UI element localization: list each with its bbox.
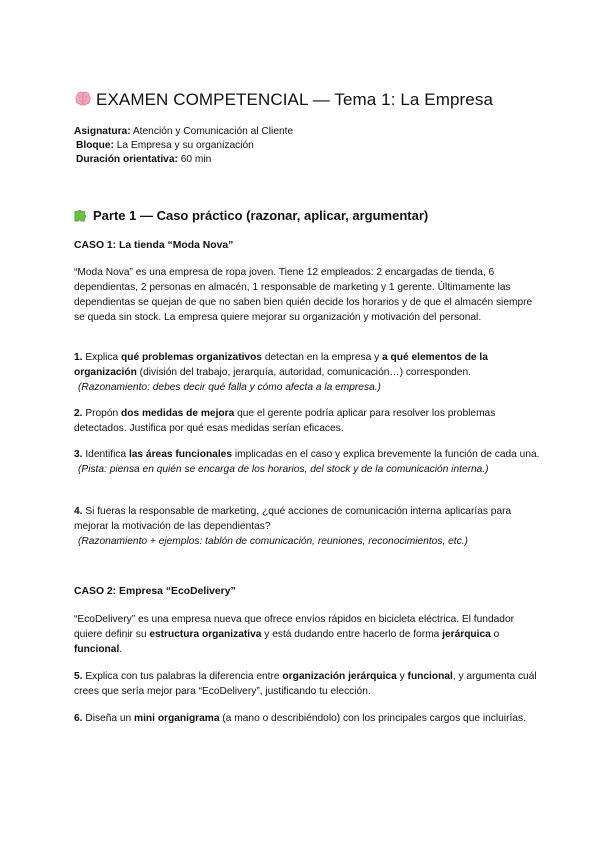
question-number: 1.	[74, 352, 83, 363]
question-3-hint: (Pista: piensa en quién se encarga de los horarios, del stock y de la comunicación interna.)	[78, 464, 489, 475]
brain-icon	[74, 90, 92, 108]
question-4	[74, 504, 544, 549]
q2-b1: dos medidas de mejora	[121, 408, 235, 419]
q4-t1: Si fueras la responsable de marketing, ¿qué acciones de comunicación interna aplicarías para mejorar la motivación de las dependientas?	[74, 506, 512, 532]
case2-title: CASO 2: Empresa “EcoDelivery”	[74, 586, 236, 597]
puzzle-icon	[74, 208, 88, 222]
question-6	[74, 711, 544, 726]
case2-intro	[74, 612, 544, 657]
c2-b1: estructura organizativa	[149, 629, 262, 640]
question-1-hint: (Razonamiento: debes decir qué falla y cómo afecta a la empresa.)	[78, 382, 381, 393]
q1-b1: qué problemas organizativos	[121, 352, 262, 363]
question-4-hint: (Razonamiento + ejemplos: tablón de comunicación, reuniones, reconocimientos, etc.)	[78, 536, 468, 547]
question-5	[74, 669, 544, 699]
q5-t2: y	[396, 671, 408, 682]
question-number: 4.	[74, 506, 83, 517]
case1-intro	[74, 265, 544, 325]
q5-b1: organización jerárquica	[282, 671, 397, 682]
meta-duracion	[76, 153, 211, 167]
question-6-text	[74, 711, 544, 726]
q2-t1: Propón	[82, 408, 122, 419]
q5-t1: Explica con tus palabras la diferencia entre	[82, 671, 283, 682]
meta-bloque	[76, 139, 254, 153]
meta-label: Asignatura:	[74, 126, 131, 137]
page-title	[74, 90, 493, 110]
meta-value: Atención y Comunicación al Cliente	[132, 126, 294, 137]
question-1-text	[74, 350, 544, 380]
q3-t1: Identifica	[82, 449, 129, 460]
question-2-text	[74, 406, 544, 436]
question-3	[74, 447, 544, 477]
title-text: EXAMEN COMPETENCIAL — Tema 1: La Empresa	[96, 90, 494, 109]
question-1	[74, 350, 544, 395]
case1-title: CASO 1: La tienda “Moda Nova”	[74, 240, 234, 251]
question-5-text	[74, 669, 544, 699]
question-number: 3.	[74, 449, 83, 460]
q6-t2: (a mano o describiéndolo) con los principales cargos que incluirías.	[219, 713, 526, 724]
q1-t2: detectan en la empresa y	[261, 352, 383, 363]
c2-b3: funcional	[74, 644, 120, 655]
part1-heading	[74, 208, 428, 223]
question-number: 2.	[74, 408, 83, 419]
case2-intro-text	[74, 612, 544, 657]
q5-t3: , y argumenta cuál crees que sería mejor para “EcoDelivery”, justificando tu elección.	[74, 671, 537, 697]
c2-t2: y está dudando entre hacerlo de forma	[261, 629, 443, 640]
question-number: 6.	[74, 713, 83, 724]
meta-value: 60 min	[180, 154, 212, 165]
meta-value: La Empresa y su organización	[116, 140, 254, 151]
c2-b2: jerárquica	[442, 629, 491, 640]
q3-b1: las áreas funcionales	[128, 449, 232, 460]
part1-heading-text: Parte 1 — Caso práctico (razonar, aplicar, argumentar)	[93, 208, 429, 223]
q3-t2: implicadas en el caso y explica brevemente la función de cada una.	[232, 449, 540, 460]
c2-t4: .	[119, 644, 123, 655]
q1-t3: (división del trabajo, jerarquía, autoridad, comunicación…) corresponden.	[136, 367, 471, 378]
question-number: 5.	[74, 671, 83, 682]
q1-b2: a qué elementos de la organización	[74, 352, 488, 378]
meta-label: Duración orientativa:	[76, 154, 178, 165]
q6-t1: Diseña un	[82, 713, 135, 724]
q1-t1: Explica	[82, 352, 122, 363]
meta-asignatura	[74, 125, 293, 139]
c2-t1: “EcoDelivery” es una empresa nueva que ofrece envíos rápidos en bicicleta eléctrica. El fundador quiere definir su	[74, 614, 514, 640]
q2-t2: que el gerente podría aplicar para resolver los problemas detectados. Justifica por qué esas medidas serían eficaces.	[74, 408, 496, 434]
c2-t3: o	[490, 629, 500, 640]
q5-b2: funcional	[407, 671, 453, 682]
case1-intro-text: “Moda Nova” es una empresa de ropa joven. Tiene 12 empleados: 2 encargadas de tienda, 6 dependientas, 2 personas en almacén, 1 responsable de marketing y 1 gerente. Últimamente las dependientas se quejan de que no saben bien quién decide los horarios y de que el almacén siempre se queda sin stock. La empresa quiere mejorar su organización y motivación del personal.	[74, 267, 533, 323]
question-3-text	[74, 447, 544, 462]
meta-label: Bloque:	[76, 140, 114, 151]
question-4-text	[74, 504, 544, 534]
q6-b1: mini organigrama	[134, 713, 220, 724]
question-2	[74, 406, 544, 436]
